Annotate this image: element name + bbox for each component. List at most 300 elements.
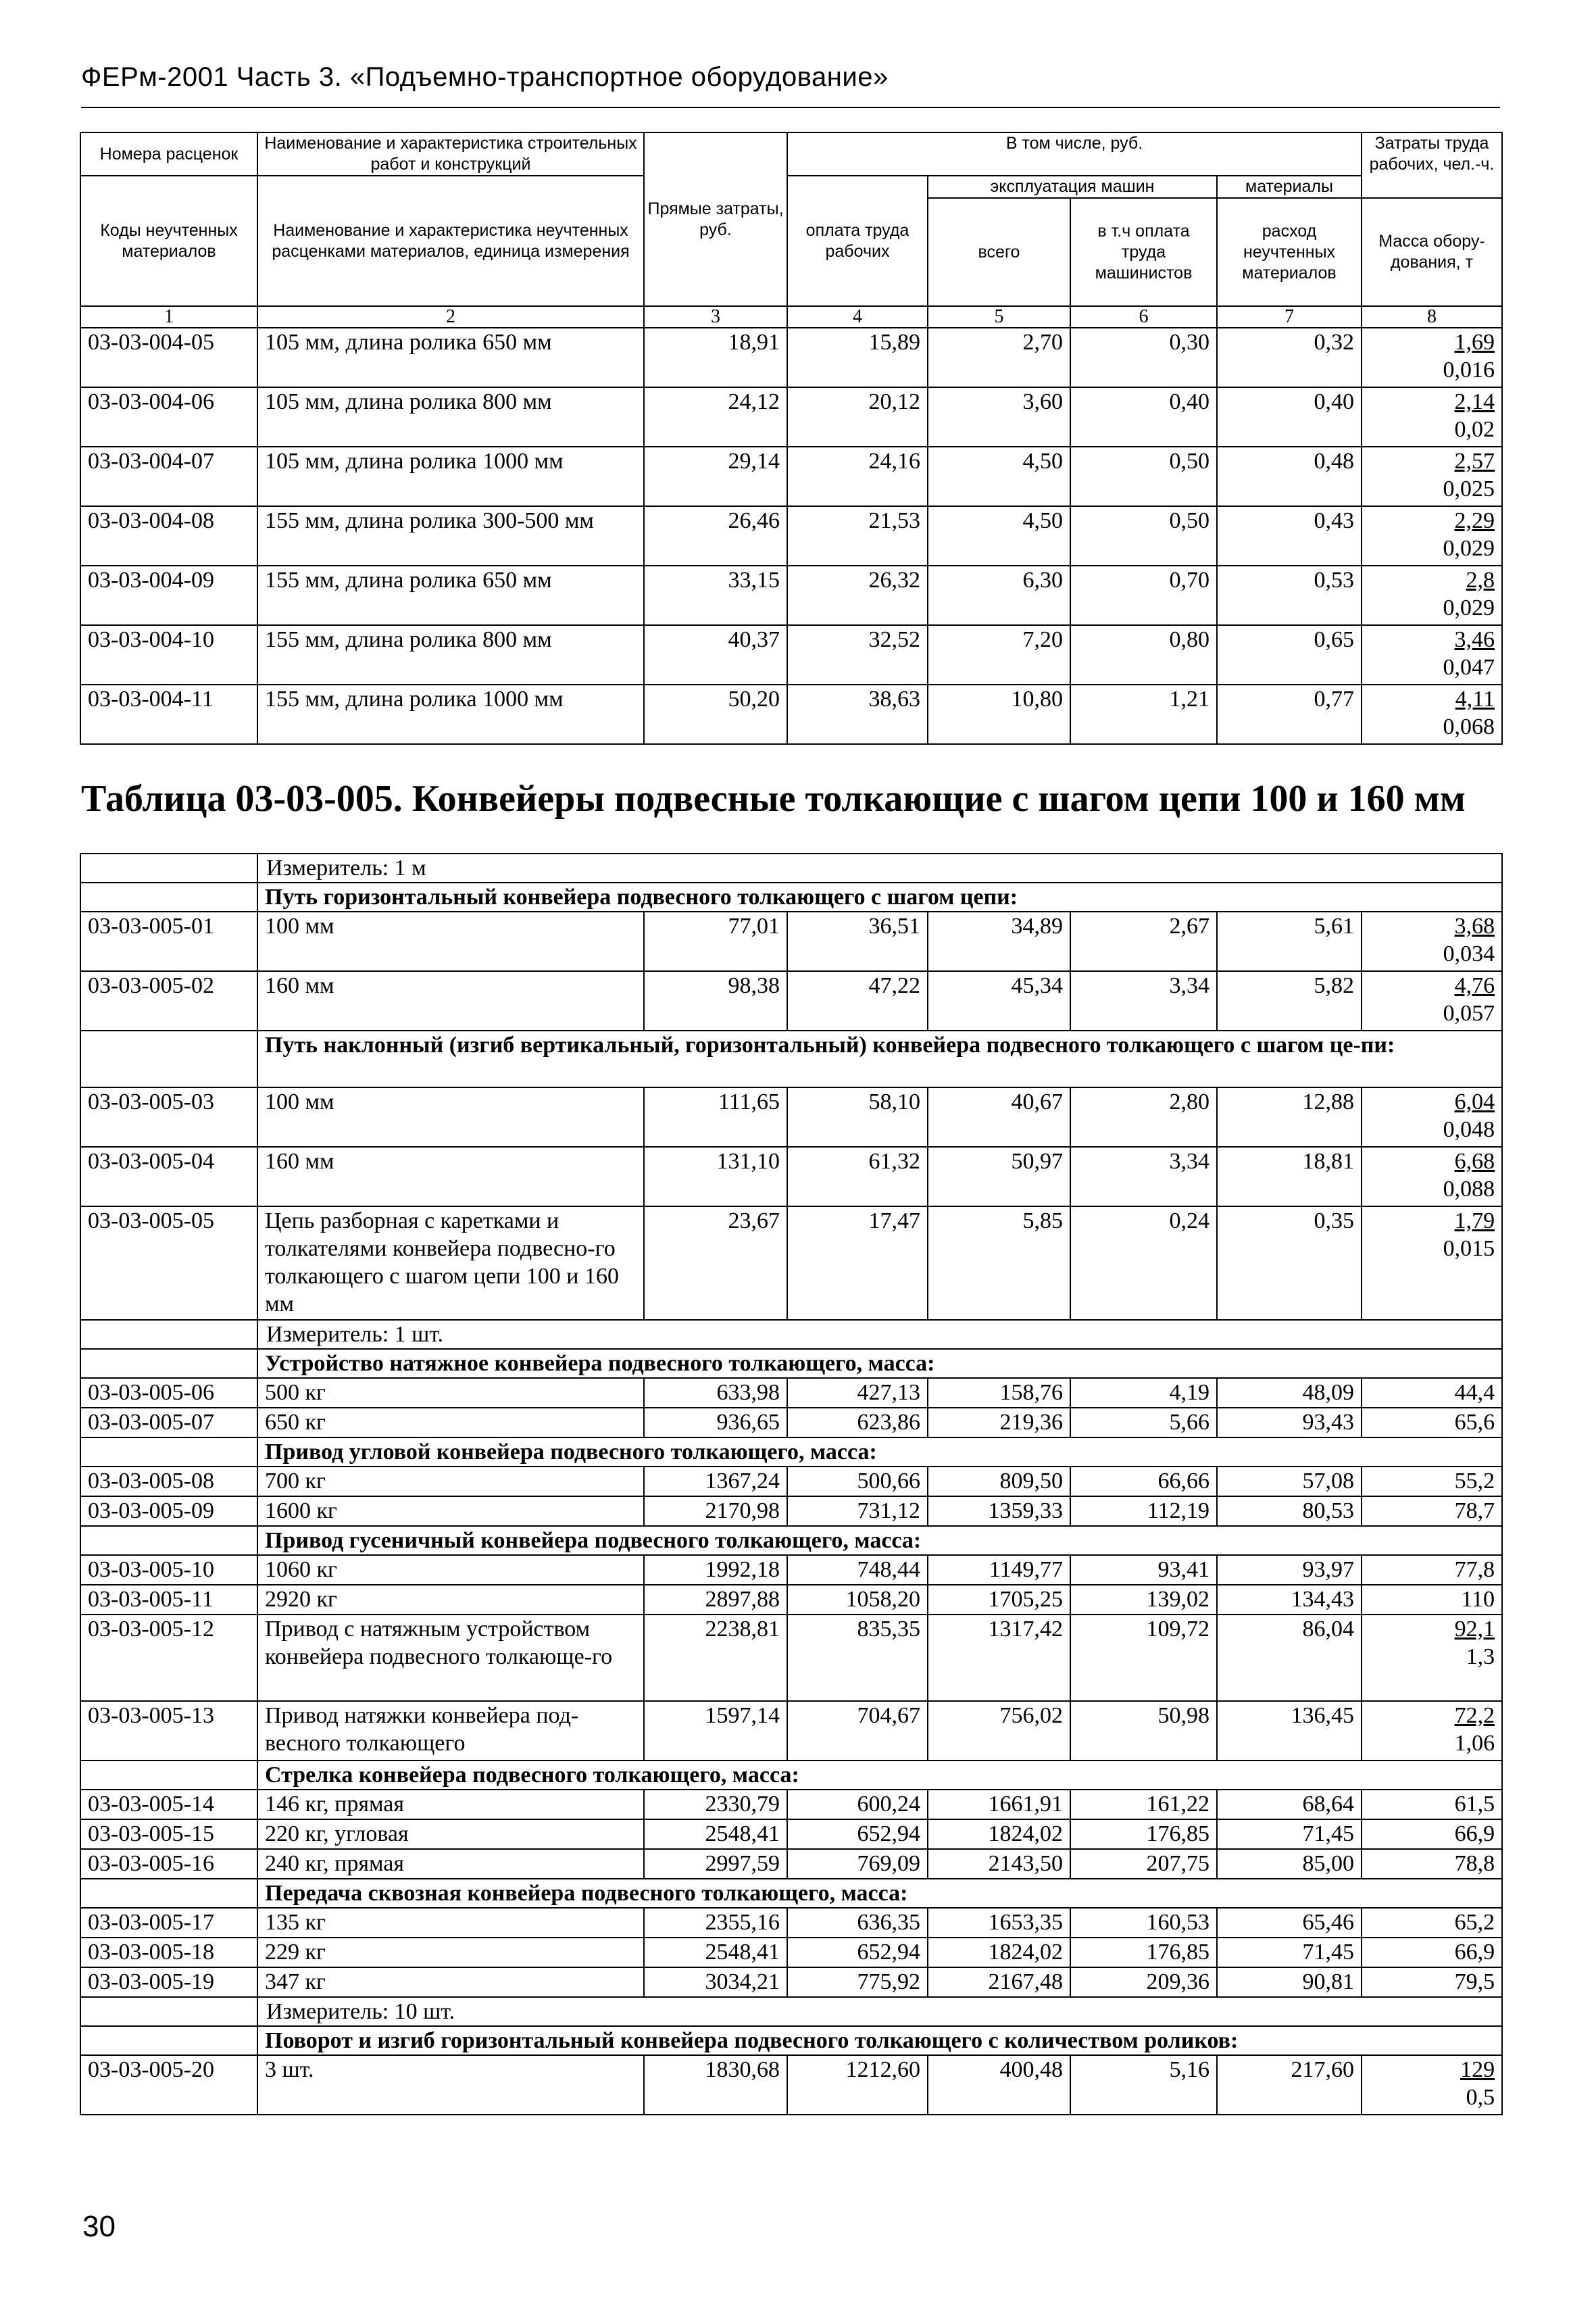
table-row bbox=[80, 1147, 1502, 1206]
machinist-wages: 3,34 bbox=[1070, 971, 1217, 1031]
direct-cost: 3034,21 bbox=[644, 1967, 787, 1997]
col-mat-usage: расход неучтенных материалов bbox=[1217, 198, 1362, 306]
labor-value: 3,68 bbox=[1454, 914, 1495, 939]
rate-code: 03-03-005-01 bbox=[80, 912, 257, 971]
machines-total: 2,70 bbox=[928, 328, 1070, 387]
direct-cost: 1367,24 bbox=[644, 1467, 787, 1496]
col-num: 3 bbox=[644, 306, 787, 328]
section-heading-row bbox=[80, 1031, 1502, 1087]
labor-value: 2,29 bbox=[1454, 508, 1495, 533]
table-row bbox=[80, 1819, 1502, 1849]
materials: 0,53 bbox=[1217, 566, 1362, 625]
machines-total: 1824,02 bbox=[928, 1819, 1070, 1849]
col-mass: Масса обору-дования, т bbox=[1362, 198, 1502, 306]
item-name: 2920 кг bbox=[257, 1585, 644, 1615]
machines-total: 809,50 bbox=[928, 1467, 1070, 1496]
machines-total: 1824,02 bbox=[928, 1938, 1070, 1967]
machinist-wages: 176,85 bbox=[1070, 1819, 1217, 1849]
materials: 93,97 bbox=[1217, 1555, 1362, 1585]
item-name: 100 мм bbox=[257, 1087, 644, 1147]
rate-code: 03-03-005-11 bbox=[80, 1585, 257, 1615]
wages: 20,12 bbox=[787, 387, 928, 447]
labor-value: 72,2 bbox=[1454, 1703, 1495, 1728]
measure-unit: Измеритель: 1 м bbox=[257, 854, 1502, 883]
direct-cost: 23,67 bbox=[644, 1206, 787, 1320]
wages: 26,32 bbox=[787, 566, 928, 625]
table-row bbox=[80, 506, 1502, 566]
col-name-b: Наименование и характеристика неучтенных расценками материалов, единица измерения bbox=[257, 176, 644, 306]
table-row bbox=[80, 1378, 1502, 1408]
measure-unit-row bbox=[80, 1997, 1502, 2026]
item-name: 100 мм bbox=[257, 912, 644, 971]
rate-code: 03-03-005-07 bbox=[80, 1408, 257, 1437]
wages: 775,92 bbox=[787, 1967, 928, 1997]
materials: 85,00 bbox=[1217, 1849, 1362, 1879]
blank-cell bbox=[80, 883, 257, 912]
wages: 15,89 bbox=[787, 328, 928, 387]
machines-total: 1661,91 bbox=[928, 1790, 1070, 1819]
direct-cost: 50,20 bbox=[644, 685, 787, 744]
measure-unit: Измеритель: 1 шт. bbox=[257, 1320, 1502, 1349]
direct-cost: 24,12 bbox=[644, 387, 787, 447]
blank-cell bbox=[80, 1320, 257, 1349]
machines-total: 1359,33 bbox=[928, 1496, 1070, 1526]
direct-cost: 2997,59 bbox=[644, 1849, 787, 1879]
section-heading: Путь горизонтальный конвейера подвесного толкающего с шагом цепи: bbox=[257, 883, 1502, 912]
machinist-wages: 0,30 bbox=[1070, 328, 1217, 387]
machinist-wages: 161,22 bbox=[1070, 1790, 1217, 1819]
direct-cost: 2548,41 bbox=[644, 1938, 787, 1967]
labor-mass bbox=[1362, 1615, 1502, 1701]
direct-cost: 2238,81 bbox=[644, 1615, 787, 1701]
rate-code: 03-03-004-07 bbox=[80, 447, 257, 506]
table-row bbox=[80, 1206, 1502, 1320]
labor-mass bbox=[1362, 685, 1502, 744]
item-name: 135 кг bbox=[257, 1908, 644, 1938]
wages: 1212,60 bbox=[787, 2055, 928, 2115]
table-row bbox=[80, 1408, 1502, 1437]
table-body bbox=[80, 854, 1502, 2115]
item-name: 146 кг, прямая bbox=[257, 1790, 644, 1819]
mass-value: 0,034 bbox=[1443, 941, 1495, 966]
materials: 68,64 bbox=[1217, 1790, 1362, 1819]
wages: 36,51 bbox=[787, 912, 928, 971]
labor-mass: 66,9 bbox=[1362, 1819, 1502, 1849]
rate-code: 03-03-005-10 bbox=[80, 1555, 257, 1585]
wages: 835,35 bbox=[787, 1615, 928, 1701]
col-incl: В том числе, руб. bbox=[787, 132, 1362, 176]
direct-cost: 2330,79 bbox=[644, 1790, 787, 1819]
rate-code: 03-03-004-09 bbox=[80, 566, 257, 625]
labor-mass bbox=[1362, 1206, 1502, 1320]
direct-cost: 1992,18 bbox=[644, 1555, 787, 1585]
direct-cost: 18,91 bbox=[644, 328, 787, 387]
wages: 47,22 bbox=[787, 971, 928, 1031]
rate-code: 03-03-005-20 bbox=[80, 2055, 257, 2115]
item-name: 155 мм, длина ролика 650 мм bbox=[257, 566, 644, 625]
section-heading-row bbox=[80, 1349, 1502, 1378]
materials: 48,09 bbox=[1217, 1378, 1362, 1408]
section-heading-row bbox=[80, 1526, 1502, 1555]
wages: 1058,20 bbox=[787, 1585, 928, 1615]
wages: 38,63 bbox=[787, 685, 928, 744]
measure-unit-row bbox=[80, 854, 1502, 883]
labor-mass: 110 bbox=[1362, 1585, 1502, 1615]
mass-value: 0,015 bbox=[1443, 1236, 1495, 1261]
labor-mass bbox=[1362, 1147, 1502, 1206]
materials: 0,32 bbox=[1217, 328, 1362, 387]
materials: 0,40 bbox=[1217, 387, 1362, 447]
table-row bbox=[80, 1467, 1502, 1496]
wages: 24,16 bbox=[787, 447, 928, 506]
rate-code: 03-03-004-05 bbox=[80, 328, 257, 387]
labor-value: 2,57 bbox=[1454, 449, 1495, 474]
machines-total: 2143,50 bbox=[928, 1849, 1070, 1879]
materials: 136,45 bbox=[1217, 1701, 1362, 1761]
direct-cost: 98,38 bbox=[644, 971, 787, 1031]
rate-code: 03-03-004-11 bbox=[80, 685, 257, 744]
col-materials: материалы bbox=[1217, 176, 1362, 198]
materials: 93,43 bbox=[1217, 1408, 1362, 1437]
machines-total: 50,97 bbox=[928, 1147, 1070, 1206]
direct-cost: 33,15 bbox=[644, 566, 787, 625]
materials: 57,08 bbox=[1217, 1467, 1362, 1496]
rate-code: 03-03-005-19 bbox=[80, 1967, 257, 1997]
wages: 704,67 bbox=[787, 1701, 928, 1761]
wages: 636,35 bbox=[787, 1908, 928, 1938]
item-name: 1060 кг bbox=[257, 1555, 644, 1585]
item-name: 650 кг bbox=[257, 1408, 644, 1437]
table-row bbox=[80, 328, 1502, 387]
item-name: 105 мм, длина ролика 800 мм bbox=[257, 387, 644, 447]
materials: 5,61 bbox=[1217, 912, 1362, 971]
item-name: 160 мм bbox=[257, 1147, 644, 1206]
labor-mass: 66,9 bbox=[1362, 1938, 1502, 1967]
blank-cell bbox=[80, 1997, 257, 2026]
rate-code: 03-03-005-08 bbox=[80, 1467, 257, 1496]
materials: 0,77 bbox=[1217, 685, 1362, 744]
item-name: 155 мм, длина ролика 300-500 мм bbox=[257, 506, 644, 566]
rate-code: 03-03-005-06 bbox=[80, 1378, 257, 1408]
section-heading-row bbox=[80, 1437, 1502, 1467]
rate-code: 03-03-005-09 bbox=[80, 1496, 257, 1526]
measure-unit-row bbox=[80, 1320, 1502, 1349]
blank-cell bbox=[80, 1349, 257, 1378]
machinist-wages: 209,36 bbox=[1070, 1967, 1217, 1997]
table-03-03-004 bbox=[80, 132, 1503, 745]
materials: 71,45 bbox=[1217, 1819, 1362, 1849]
labor-mass bbox=[1362, 506, 1502, 566]
rate-code: 03-03-005-04 bbox=[80, 1147, 257, 1206]
machinist-wages: 176,85 bbox=[1070, 1938, 1217, 1967]
section-heading: Поворот и изгиб горизонтальный конвейера подвесного толкающего с количеством роликов: bbox=[257, 2026, 1502, 2055]
labor-value: 3,46 bbox=[1454, 627, 1495, 652]
blank-cell bbox=[80, 854, 257, 883]
labor-value: 6,68 bbox=[1454, 1149, 1495, 1174]
machines-total: 45,34 bbox=[928, 971, 1070, 1031]
table-row bbox=[80, 1087, 1502, 1147]
direct-cost: 131,10 bbox=[644, 1147, 787, 1206]
machines-total: 5,85 bbox=[928, 1206, 1070, 1320]
item-name: 240 кг, прямая bbox=[257, 1849, 644, 1879]
section-heading: Устройство натяжное конвейера подвесного толкающего, масса: bbox=[257, 1349, 1502, 1378]
wages: 61,32 bbox=[787, 1147, 928, 1206]
machines-total: 4,50 bbox=[928, 506, 1070, 566]
table-row bbox=[80, 1585, 1502, 1615]
item-name: Привод с натяжным устройством конвейера подвесного толкающе-го bbox=[257, 1615, 644, 1701]
machines-total: 1317,42 bbox=[928, 1615, 1070, 1701]
col-num: 4 bbox=[787, 306, 928, 328]
machines-total: 158,76 bbox=[928, 1378, 1070, 1408]
rate-code: 03-03-005-17 bbox=[80, 1908, 257, 1938]
col-codes-b: Коды неучтенных материалов bbox=[80, 176, 257, 306]
mass-value: 0,02 bbox=[1454, 417, 1495, 442]
machinist-wages: 0,50 bbox=[1070, 447, 1217, 506]
machinist-wages: 0,40 bbox=[1070, 387, 1217, 447]
materials: 5,82 bbox=[1217, 971, 1362, 1031]
labor-value: 4,11 bbox=[1455, 687, 1495, 712]
table-row bbox=[80, 1790, 1502, 1819]
labor-mass: 77,8 bbox=[1362, 1555, 1502, 1585]
direct-cost: 1830,68 bbox=[644, 2055, 787, 2115]
machinist-wages: 207,75 bbox=[1070, 1849, 1217, 1879]
table-row bbox=[80, 2055, 1502, 2115]
machinist-wages: 0,70 bbox=[1070, 566, 1217, 625]
machines-total: 756,02 bbox=[928, 1701, 1070, 1761]
direct-cost: 77,01 bbox=[644, 912, 787, 971]
col-mach-total: всего bbox=[928, 198, 1070, 306]
labor-mass bbox=[1362, 566, 1502, 625]
machines-total: 7,20 bbox=[928, 625, 1070, 685]
table-row bbox=[80, 387, 1502, 447]
item-name: Привод натяжки конвейера под-весного толкающего bbox=[257, 1701, 644, 1761]
machinist-wages: 109,72 bbox=[1070, 1615, 1217, 1701]
rate-code: 03-03-005-14 bbox=[80, 1790, 257, 1819]
mass-value: 0,048 bbox=[1443, 1117, 1495, 1142]
col-num: 1 bbox=[80, 306, 257, 328]
col-name-a: Наименование и характеристика строительных работ и конструкций bbox=[257, 132, 644, 176]
machinist-wages: 3,34 bbox=[1070, 1147, 1217, 1206]
section-heading-row bbox=[80, 2026, 1502, 2055]
wages: 32,52 bbox=[787, 625, 928, 685]
mass-value: 0,047 bbox=[1443, 655, 1495, 680]
labor-mass bbox=[1362, 912, 1502, 971]
materials: 71,45 bbox=[1217, 1938, 1362, 1967]
machines-total: 219,36 bbox=[928, 1408, 1070, 1437]
item-name: 500 кг bbox=[257, 1378, 644, 1408]
table-body bbox=[80, 328, 1502, 744]
machinist-wages: 5,16 bbox=[1070, 2055, 1217, 2115]
direct-cost: 2548,41 bbox=[644, 1819, 787, 1849]
col-codes-a: Номера расценок bbox=[80, 132, 257, 176]
col-num: 2 bbox=[257, 306, 644, 328]
mass-value: 0,068 bbox=[1443, 714, 1495, 739]
item-name: 3 шт. bbox=[257, 2055, 644, 2115]
machines-total: 4,50 bbox=[928, 447, 1070, 506]
machines-total: 2167,48 bbox=[928, 1967, 1070, 1997]
item-name: 220 кг, угловая bbox=[257, 1819, 644, 1849]
wages: 427,13 bbox=[787, 1378, 928, 1408]
mass-value: 0,025 bbox=[1443, 476, 1495, 501]
machinist-wages: 160,53 bbox=[1070, 1908, 1217, 1938]
direct-cost: 111,65 bbox=[644, 1087, 787, 1147]
item-name: 160 мм bbox=[257, 971, 644, 1031]
table-row bbox=[80, 625, 1502, 685]
rate-code: 03-03-005-02 bbox=[80, 971, 257, 1031]
materials: 18,81 bbox=[1217, 1147, 1362, 1206]
item-name: 347 кг bbox=[257, 1967, 644, 1997]
mass-value: 1,06 bbox=[1454, 1731, 1495, 1756]
col-machines: эксплуатация машин bbox=[928, 176, 1217, 198]
section-heading: Передача сквозная конвейера подвесного толкающего, масса: bbox=[257, 1879, 1502, 1908]
machinist-wages: 139,02 bbox=[1070, 1585, 1217, 1615]
labor-mass: 65,6 bbox=[1362, 1408, 1502, 1437]
materials: 0,35 bbox=[1217, 1206, 1362, 1320]
table-row bbox=[80, 971, 1502, 1031]
machinist-wages: 0,24 bbox=[1070, 1206, 1217, 1320]
labor-mass: 44,4 bbox=[1362, 1378, 1502, 1408]
labor-mass: 55,2 bbox=[1362, 1467, 1502, 1496]
table-03-03-005 bbox=[80, 853, 1503, 2115]
wages: 58,10 bbox=[787, 1087, 928, 1147]
wages: 652,94 bbox=[787, 1938, 928, 1967]
blank-cell bbox=[80, 1031, 257, 1087]
item-name: 229 кг bbox=[257, 1938, 644, 1967]
machines-total: 34,89 bbox=[928, 912, 1070, 971]
materials: 217,60 bbox=[1217, 2055, 1362, 2115]
wages: 17,47 bbox=[787, 1206, 928, 1320]
labor-mass bbox=[1362, 1701, 1502, 1761]
labor-mass bbox=[1362, 447, 1502, 506]
col-num: 7 bbox=[1217, 306, 1362, 328]
table-row bbox=[80, 1615, 1502, 1701]
machinist-wages: 2,67 bbox=[1070, 912, 1217, 971]
section-heading: Привод угловой конвейера подвесного толкающего, масса: bbox=[257, 1437, 1502, 1467]
rate-code: 03-03-004-08 bbox=[80, 506, 257, 566]
materials: 134,43 bbox=[1217, 1585, 1362, 1615]
machinist-wages: 5,66 bbox=[1070, 1408, 1217, 1437]
direct-cost: 2355,16 bbox=[644, 1908, 787, 1938]
page-header: ФЕРм-2001 Часть 3. «Подъемно-транспортное оборудование» bbox=[81, 62, 889, 92]
section-heading: Стрелка конвейера подвесного толкающего, масса: bbox=[257, 1761, 1502, 1790]
item-name: 1600 кг bbox=[257, 1496, 644, 1526]
machines-total: 400,48 bbox=[928, 2055, 1070, 2115]
table-row bbox=[80, 1967, 1502, 1997]
item-name: Цепь разборная с каретками и толкателями конвейера подвесно-го толкающего с шагом цепи 100 и 160 мм bbox=[257, 1206, 644, 1320]
wages: 21,53 bbox=[787, 506, 928, 566]
col-direct: Прямые затраты, руб. bbox=[644, 132, 787, 306]
item-name: 700 кг bbox=[257, 1467, 644, 1496]
table-row bbox=[80, 566, 1502, 625]
table-row bbox=[80, 685, 1502, 744]
table-row bbox=[80, 1496, 1502, 1526]
machines-total: 1653,35 bbox=[928, 1908, 1070, 1938]
header-rule bbox=[81, 107, 1500, 108]
wages: 769,09 bbox=[787, 1849, 928, 1879]
table-row bbox=[80, 447, 1502, 506]
machines-total: 10,80 bbox=[928, 685, 1070, 744]
materials: 90,81 bbox=[1217, 1967, 1362, 1997]
col-numbers-row bbox=[80, 306, 1502, 328]
machines-total: 1705,25 bbox=[928, 1585, 1070, 1615]
section-heading: Путь наклонный (изгиб вертикальный, горизонтальный) конвейера подвесного толкающего с шагом це-пи: bbox=[257, 1031, 1502, 1087]
labor-value: 6,04 bbox=[1454, 1089, 1495, 1114]
materials: 12,88 bbox=[1217, 1087, 1362, 1147]
mass-value: 0,088 bbox=[1443, 1177, 1495, 1202]
page-number: 30 bbox=[82, 2210, 116, 2243]
table-row bbox=[80, 1701, 1502, 1761]
direct-cost: 1597,14 bbox=[644, 1701, 787, 1761]
section-heading-row bbox=[80, 883, 1502, 912]
rate-code: 03-03-005-13 bbox=[80, 1701, 257, 1761]
col-mach-wages: в т.ч оплата труда машинистов bbox=[1070, 198, 1217, 306]
table-row bbox=[80, 1849, 1502, 1879]
machinist-wages: 112,19 bbox=[1070, 1496, 1217, 1526]
blank-cell bbox=[80, 1437, 257, 1467]
col-wages: оплата труда рабочих bbox=[787, 176, 928, 306]
mass-value: 0,5 bbox=[1466, 2085, 1495, 2110]
labor-mass bbox=[1362, 387, 1502, 447]
labor-mass bbox=[1362, 1087, 1502, 1147]
labor-value: 2,14 bbox=[1454, 389, 1495, 414]
section-heading: Привод гусеничный конвейера подвесного толкающего, масса: bbox=[257, 1526, 1502, 1555]
wages: 731,12 bbox=[787, 1496, 928, 1526]
rate-code: 03-03-005-18 bbox=[80, 1938, 257, 1967]
blank-cell bbox=[80, 1761, 257, 1790]
labor-value: 2,8 bbox=[1466, 568, 1495, 593]
materials: 0,48 bbox=[1217, 447, 1362, 506]
machinist-wages: 93,41 bbox=[1070, 1555, 1217, 1585]
wages: 500,66 bbox=[787, 1467, 928, 1496]
rate-code: 03-03-004-10 bbox=[80, 625, 257, 685]
wages: 600,24 bbox=[787, 1790, 928, 1819]
blank-cell bbox=[80, 1526, 257, 1555]
labor-value: 1,79 bbox=[1454, 1208, 1495, 1233]
table-row bbox=[80, 1938, 1502, 1967]
materials: 80,53 bbox=[1217, 1496, 1362, 1526]
machinist-wages: 4,19 bbox=[1070, 1378, 1217, 1408]
machinist-wages: 2,80 bbox=[1070, 1087, 1217, 1147]
machinist-wages: 0,50 bbox=[1070, 506, 1217, 566]
rate-code: 03-03-005-16 bbox=[80, 1849, 257, 1879]
labor-mass bbox=[1362, 328, 1502, 387]
machinist-wages: 0,80 bbox=[1070, 625, 1217, 685]
labor-mass: 78,7 bbox=[1362, 1496, 1502, 1526]
labor-mass: 61,5 bbox=[1362, 1790, 1502, 1819]
labor-mass: 78,8 bbox=[1362, 1849, 1502, 1879]
item-name: 155 мм, длина ролика 1000 мм bbox=[257, 685, 644, 744]
item-name: 105 мм, длина ролика 650 мм bbox=[257, 328, 644, 387]
direct-cost: 2170,98 bbox=[644, 1496, 787, 1526]
wages: 652,94 bbox=[787, 1819, 928, 1849]
measure-unit: Измеритель: 10 шт. bbox=[257, 1997, 1502, 2026]
col-num: 6 bbox=[1070, 306, 1217, 328]
rate-code: 03-03-005-05 bbox=[80, 1206, 257, 1320]
section-heading-row bbox=[80, 1761, 1502, 1790]
table-title: Таблица 03-03-005. Конвейеры подвесные толкающие с шагом цепи 100 и 160 мм bbox=[81, 778, 1466, 820]
labor-mass: 65,2 bbox=[1362, 1908, 1502, 1938]
machinist-wages: 1,21 bbox=[1070, 685, 1217, 744]
direct-cost: 40,37 bbox=[644, 625, 787, 685]
rate-code: 03-03-004-06 bbox=[80, 387, 257, 447]
mass-value: 0,016 bbox=[1443, 358, 1495, 383]
direct-cost: 2897,88 bbox=[644, 1585, 787, 1615]
labor-value: 129 bbox=[1460, 2057, 1495, 2082]
mass-value: 0,057 bbox=[1443, 1001, 1495, 1026]
blank-cell bbox=[80, 2026, 257, 2055]
blank-cell bbox=[80, 1879, 257, 1908]
table-row bbox=[80, 1555, 1502, 1585]
